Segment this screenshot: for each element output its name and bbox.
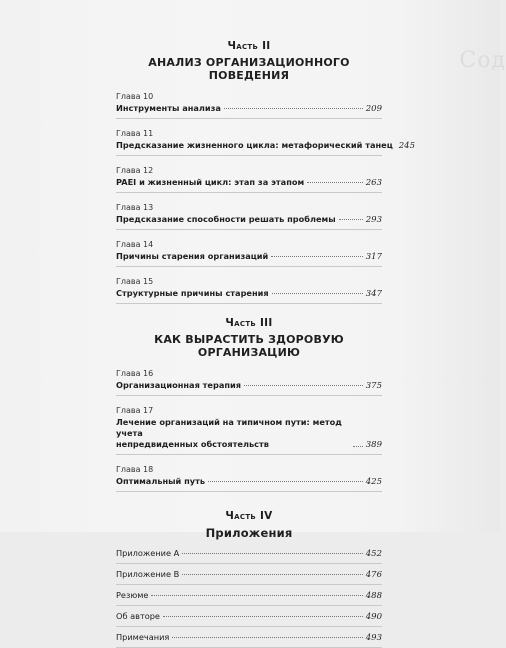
chapter-entry [116, 92, 382, 119]
page-number: 488 [365, 591, 382, 601]
entry-title: Резюме [116, 590, 149, 600]
chapter-title: Инструменты анализа [116, 103, 221, 113]
dot-leader [172, 637, 362, 638]
dot-leader [307, 182, 363, 183]
chapter-title: PAEI и жизненный цикл: этап за этапом [116, 177, 305, 187]
dot-leader [271, 256, 363, 257]
divider [116, 563, 382, 564]
bleed-through-text: Сод [459, 48, 506, 73]
appendix-entry [116, 590, 382, 601]
page-number: 293 [365, 215, 382, 225]
page-number: 476 [365, 570, 382, 580]
part-4-header [116, 510, 382, 540]
dot-leader [151, 595, 362, 596]
part-title: КАК ВЫРАСТИТЬ ЗДОРОВУЮ ОРГАНИЗАЦИЮ [154, 333, 344, 359]
appendix-entry [116, 611, 382, 622]
chapter-number: Глава 15 [116, 277, 154, 286]
chapter-number: Глава 17 [116, 406, 154, 415]
dot-leader [163, 616, 363, 617]
dot-leader [353, 446, 363, 447]
page-number: 375 [365, 381, 382, 391]
divider [116, 266, 382, 267]
divider [116, 395, 382, 396]
chapter-entry [116, 406, 382, 455]
chapter-entry [116, 369, 382, 396]
chapter-title: Структурные причины старения [116, 288, 269, 298]
page-number: 317 [365, 252, 382, 262]
part-2-header [116, 40, 382, 82]
divider [116, 192, 382, 193]
appendix-entry [116, 548, 382, 559]
entry-title: Приложение А [116, 548, 180, 558]
divider [116, 584, 382, 585]
dot-leader [208, 481, 363, 482]
dot-leader [272, 293, 363, 294]
appendix-entry [116, 569, 382, 580]
entry-title: Приложение В [116, 569, 180, 579]
chapter-title: Предсказание жизненного цикла: метафорический танец [116, 140, 393, 150]
chapter-number: Глава 13 [116, 203, 154, 212]
part-title: Приложения [205, 526, 293, 540]
appendix-entry [116, 632, 382, 643]
divider [116, 155, 382, 156]
part-title: АНАЛИЗ ОРГАНИЗАЦИОННОГО ПОВЕДЕНИЯ [148, 56, 350, 82]
table-of-contents [116, 40, 415, 648]
chapter-number: Глава 11 [116, 129, 154, 138]
chapter-title-line-2: непредвиденных обстоятельств [116, 439, 269, 449]
chapter-number: Глава 18 [116, 465, 154, 474]
page-number: 425 [365, 477, 382, 487]
page-number: 389 [365, 440, 382, 450]
chapter-title: Организационная терапия [116, 380, 242, 390]
chapter-title-line-1: Лечение организаций на типичном пути: метод учета [116, 417, 342, 438]
dot-leader [244, 385, 363, 386]
chapter-entry [116, 240, 382, 267]
divider [116, 303, 382, 304]
dot-leader [339, 219, 363, 220]
divider [116, 229, 382, 230]
part-label: Часть III [225, 317, 273, 329]
chapter-entry [116, 203, 382, 230]
chapter-entry [116, 129, 415, 156]
dot-leader [182, 574, 363, 575]
divider [116, 626, 382, 627]
part-label: Часть IV [225, 510, 273, 522]
page-number: 209 [365, 104, 382, 114]
divider [116, 454, 382, 455]
page-number: 493 [365, 633, 382, 643]
divider [116, 605, 382, 606]
page-number: 347 [365, 289, 382, 299]
chapter-number: Глава 10 [116, 92, 154, 101]
chapter-title: Предсказание способности решать проблемы [116, 214, 336, 224]
chapter-entry [116, 277, 382, 304]
part-3-header [116, 317, 382, 359]
entry-title: Об авторе [116, 611, 160, 621]
page-number: 263 [365, 178, 382, 188]
chapter-entry [116, 166, 382, 193]
appendix-list [116, 548, 382, 648]
divider [116, 118, 382, 119]
page-number: 490 [365, 612, 382, 622]
chapter-title: Причины старения организаций [116, 251, 269, 261]
chapter-number: Глава 12 [116, 166, 154, 175]
page-number: 245 [398, 141, 415, 151]
chapter-title [116, 417, 350, 450]
dot-leader [182, 553, 363, 554]
chapter-title: Оптимальный путь [116, 476, 206, 486]
part-label: Часть II [227, 40, 271, 52]
dot-leader [224, 108, 363, 109]
chapter-number: Глава 16 [116, 369, 154, 378]
divider [116, 491, 382, 492]
entry-title: Примечания [116, 632, 170, 642]
chapter-number: Глава 14 [116, 240, 154, 249]
chapter-entry [116, 465, 382, 492]
page-number: 452 [365, 549, 382, 559]
